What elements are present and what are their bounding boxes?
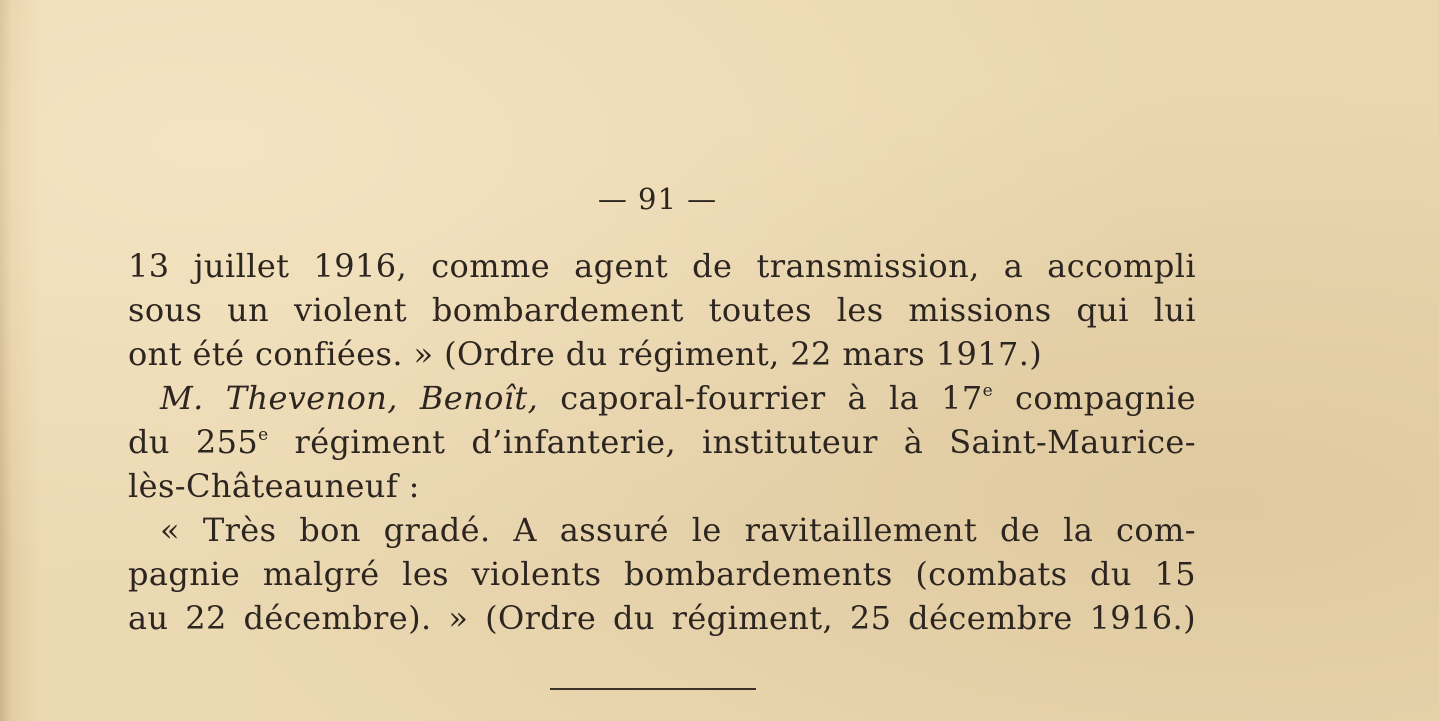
superscript: e [258, 425, 269, 445]
text-line: sous un violent bombardement toutes les missions qui lui [128, 291, 1196, 329]
text-line: « Très bon gradé. A assuré le ravitaillement de la com- [160, 511, 1196, 549]
body-text [128, 244, 1196, 640]
page-number: — 91 — [597, 182, 718, 216]
person-name: M. Thevenon, Benoît, [160, 379, 539, 417]
superscript: e [982, 381, 994, 401]
text-line: au 22 décembre). » (Ordre du régiment, 25 décembre 1916.) [128, 599, 1196, 637]
text-line: pagnie malgré les violents bombardements (combats du 15 [128, 555, 1196, 593]
text-line: ont été confiées. » (Ordre du régiment, 22 mars 1917.) [128, 335, 1043, 373]
text-line [128, 420, 1196, 464]
text-run: caporal-fourrier à la 17 [538, 379, 983, 417]
text-line: 13 juillet 1916, comme agent de transmission, a accompli [128, 247, 1196, 285]
text-run: compagnie [993, 379, 1197, 417]
text-line [128, 376, 1196, 420]
text-run: du 255 [128, 423, 259, 461]
text-line: lès-Châteauneuf : [128, 467, 420, 505]
text-run: régiment d’infanterie, instituteur à Saint-Maurice- [268, 423, 1196, 461]
section-divider [550, 688, 756, 690]
